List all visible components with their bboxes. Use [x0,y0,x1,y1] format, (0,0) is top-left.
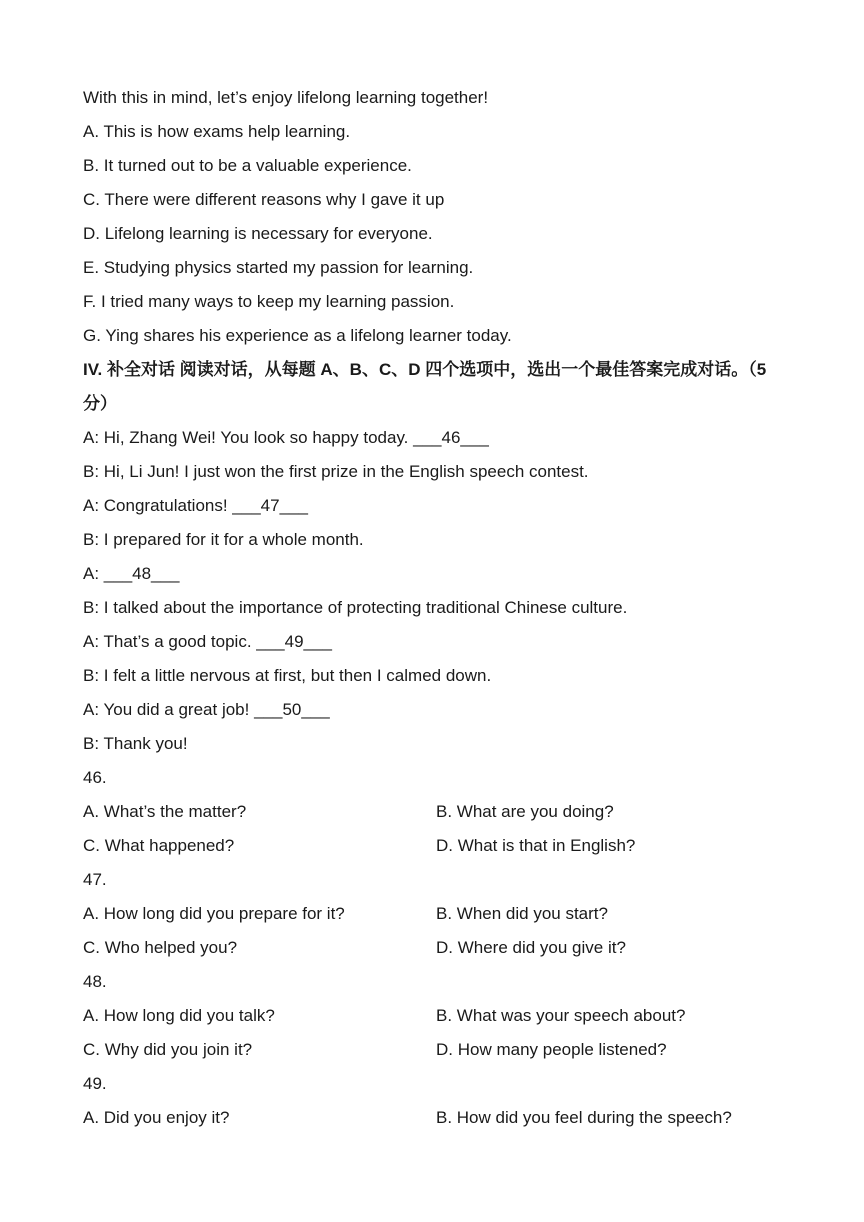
question-47 [83,863,783,965]
choice-c: C. Who helped you? [83,938,238,957]
dialogue-line: B: I talked about the importance of protecting traditional Chinese culture. [83,598,628,617]
choice-row [83,795,783,829]
option-a: A. This is how exams help learning. [83,122,351,141]
choice-a: A. What’s the matter? [83,802,247,821]
option-b: B. It turned out to be a valuable experience. [83,156,412,175]
question-48 [83,965,783,1067]
question-number: 46. [83,768,107,787]
dialogue-line: A: That’s a good topic. ___49___ [83,632,332,651]
dialogue-line: A: Congratulations! ___47___ [83,496,308,515]
choice-row [83,1033,783,1067]
choice-row [83,999,783,1033]
choice-c: C. Why did you join it? [83,1040,253,1059]
question-49 [83,1067,783,1135]
choice-row [83,931,783,965]
choice-row [83,1101,783,1135]
dialogue [83,421,783,761]
choice-row [83,829,783,863]
choice-c: C. What happened? [83,836,235,855]
option-d: D. Lifelong learning is necessary for everyone. [83,224,433,243]
section-heading [83,353,783,421]
seven-options-list [83,115,783,353]
dialogue-line: A: You did a great job! ___50___ [83,700,330,719]
choice-d: D. How many people listened? [436,1040,667,1059]
choice-b: B. What was your speech about? [436,1006,686,1025]
document-page [83,81,783,1135]
choice-b: B. When did you start? [436,904,608,923]
choice-a: A. How long did you prepare for it? [83,904,345,923]
option-f: F. I tried many ways to keep my learning passion. [83,292,455,311]
choice-a: A. Did you enjoy it? [83,1108,230,1127]
section-heading-line-1: IV. 补全对话 阅读对话，从每题 A、B、C、D 四个选项中，选出一个最佳答案完成对话。（5 [83,360,767,379]
choice-b: B. What are you doing? [436,802,614,821]
dialogue-line: B: Hi, Li Jun! I just won the first prize in the English speech contest. [83,462,589,481]
dialogue-line: A: Hi, Zhang Wei! You look so happy today. ___46___ [83,428,489,447]
question-46 [83,761,783,863]
choice-b: B. How did you feel during the speech? [436,1108,732,1127]
choice-row [83,897,783,931]
section-heading-line-2: 分） [83,394,117,413]
question-number: 49. [83,1074,107,1093]
dialogue-line: A: ___48___ [83,564,180,583]
dialogue-line: B: Thank you! [83,734,188,753]
option-e: E. Studying physics started my passion for learning. [83,258,474,277]
question-number: 47. [83,870,107,889]
option-c: C. There were different reasons why I gave it up [83,190,445,209]
choice-d: D. Where did you give it? [436,938,626,957]
choice-d: D. What is that in English? [436,836,636,855]
passage-closing-line: With this in mind, let’s enjoy lifelong learning together! [83,88,489,107]
choice-a: A. How long did you talk? [83,1006,275,1025]
option-g: G. Ying shares his experience as a lifelong learner today. [83,326,512,345]
dialogue-line: B: I felt a little nervous at first, but then I calmed down. [83,666,492,685]
question-number: 48. [83,972,107,991]
dialogue-line: B: I prepared for it for a whole month. [83,530,364,549]
